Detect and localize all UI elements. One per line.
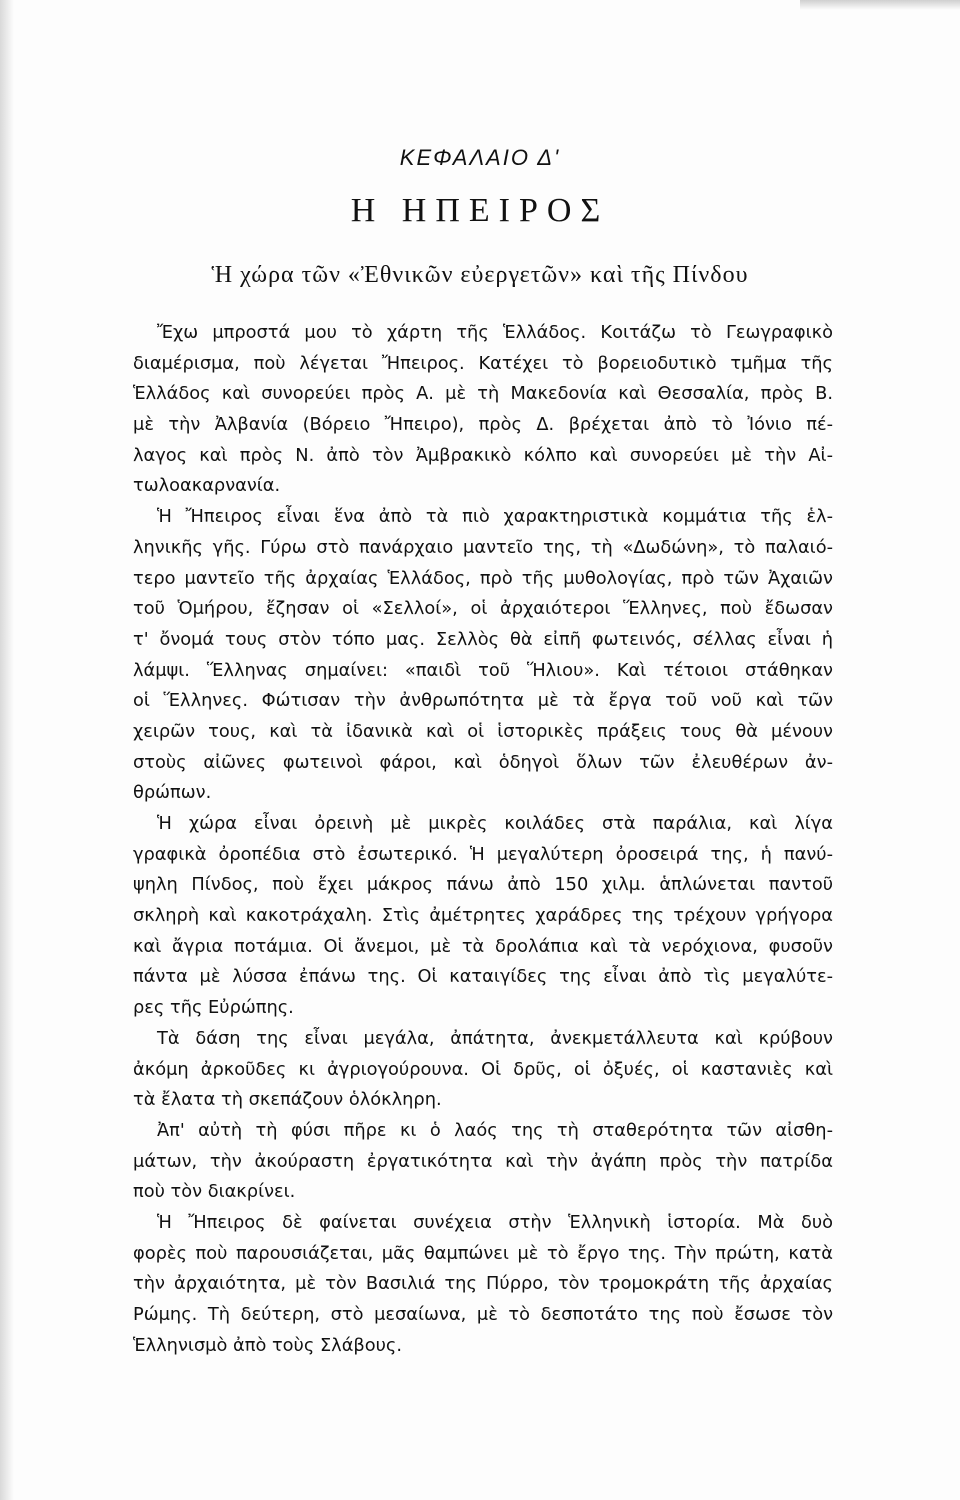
text-line: ληνικῆς γῆς. Γύρω στὸ πανάρχαιο μαντεῖο της, τὴ «Δωδώνη», τὸ παλαιό- xyxy=(133,536,833,558)
text-line: καὶ ἄγρια ποτάμια. Οἱ ἄνεμοι, μὲ τὰ δρολάπια καὶ τὰ νερόχιονα, φυσοῦν xyxy=(133,935,833,957)
text-line: ρες τῆς Εὐρώπης. xyxy=(133,997,294,1019)
text-line: Ἡ Ἤπειρος εἶναι ἕνα ἀπὸ τὰ πιὸ χαρακτηριστικὰ κομμάτια τῆς ἑλ- xyxy=(157,506,833,528)
text-line: ἀκόμη ἀρκοῦδες κι ἀγριογούρουνα. Οἱ δρῦς, οἱ ὀξυές, οἱ καστανιὲς καὶ xyxy=(133,1058,833,1080)
page-corner-shadow xyxy=(800,0,960,10)
text-line: τερο μαντεῖο τῆς ἀρχαίας Ἑλλάδος, πρὸ τῆς μυθολογίας, πρὸ τῶν Ἀχαιῶν xyxy=(133,567,833,589)
text-line: τωλοακαρνανία. xyxy=(133,475,281,497)
text-line: Ἡ Ἤπειρος δὲ φαίνεται συνέχεια στὴν Ἑλληνικὴ ἱστορία. Μὰ δυὸ xyxy=(157,1211,833,1233)
text-line: στοὺς αἰῶνες φωτεινοὶ φάροι, καὶ ὁδηγοὶ ὅλων τῶν ἐλευθέρων ἀν- xyxy=(133,751,833,773)
text-line: λάμψι. Ἕλληνας σημαίνει: «παιδὶ τοῦ Ἥλιου». Καὶ τέτοιοι στάθηκαν xyxy=(133,659,833,681)
text-line: ψηλη Πίνδος, ποὺ ἔχει μάκρος πάνω ἀπὸ 150 χιλμ. ἁπλώνεται παντοῦ xyxy=(133,874,833,896)
text-line: Τὰ δάση της εἶναι μεγάλα, ἀπάτητα, ἀνεκμετάλλευτα καὶ κρύβουν xyxy=(157,1027,833,1049)
text-line: οἱ Ἕλληνες. Φώτισαν τὴν ἀνθρωπότητα μὲ τὰ ἔργα τοῦ νοῦ καὶ τῶν xyxy=(133,690,833,712)
text-line: μάτων, τὴν ἀκούραστη ἐργατικότητα καὶ τὴν ἀγάπη πρὸς τὴν πατρίδα xyxy=(133,1150,833,1172)
text-line: τοῦ Ὁμήρου, ἔζησαν οἱ «Σελλοί», οἱ ἀρχαιότεροι Ἕλληνες, ποὺ ἔδωσαν xyxy=(133,598,833,620)
chapter-subtitle: Ἡ χώρα τῶν «Ἐθνικῶν εὐεργετῶν» καὶ τῆς Πίνδου xyxy=(211,262,749,288)
text-line: θρώπων. xyxy=(133,782,212,804)
text-line: μὲ τὴν Ἀλβανία (Βόρειο Ἤπειρο), πρὸς Δ. βρέχεται ἀπὸ τὸ Ἰόνιο πέ- xyxy=(133,414,833,436)
text-line: πάντα μὲ λύσσα ἐπάνω της. Οἱ καταιγίδες της εἶναι ἀπὸ τὶς μεγαλύτε- xyxy=(133,966,833,988)
text-line: Ἡ χώρα εἶναι ὀρεινὴ μὲ μικρὲς κοιλάδες στὰ παράλια, καὶ λίγα xyxy=(157,813,833,834)
text-line: Ἀπ' αὐτὴ τὴ φύσι πῆρε κι ὁ λαός της τὴ σταθερότητα τῶν αἰσθη- xyxy=(157,1119,833,1141)
text-line: τὰ ἔλατα τὴ σκεπάζουν ὁλόκληρη. xyxy=(133,1089,442,1111)
text-line: τὴν ἀρχαιότητα, μὲ τὸν Βασιλιά της Πύρρο, τὸν τρομοκράτη τῆς ἀρχαίας xyxy=(133,1273,833,1295)
chapter-label: ΚΕΦΑΛΑΙΟ Δ' xyxy=(399,145,561,170)
text-line: Ἑλλάδος καὶ συνορεύει πρὸς Α. μὲ τὴ Μακεδονία καὶ Θεσσαλία, πρὸς Β. xyxy=(133,383,833,405)
text-line: τ' ὄνομά τους στὸν τόπο μας. Σελλὸς θὰ εἰπῆ φωτεινός, σέλλας εἶναι ἡ xyxy=(133,628,833,650)
text-line: φορὲς ποὺ παρουσιάζεται, μᾶς θαμπώνει μὲ τὸ ἔργο της. Τὴν πρώτη, κατὰ xyxy=(133,1242,833,1264)
text-line: γραφικὰ ὀροπέδια στὸ ἐσωτερικό. Ἡ μεγαλύτερη ὀροσειρά της, ἡ πανύ- xyxy=(133,843,833,865)
text-line: Ρώμης. Τὴ δεύτερη, στὸ μεσαίωνα, μὲ τὸ δεσποτάτο της ποὺ ἔσωσε τὸν xyxy=(133,1304,833,1325)
text-line: ποὺ τὸν διακρίνει. xyxy=(133,1181,296,1203)
text-line: Ἔχω μπροστά μου τὸ χάρτη τῆς Ἑλλάδος. Κοιτάζω τὸ Γεωγραφικὸ xyxy=(157,322,833,343)
text-line: σκληρὴ καὶ κακοτράχαλη. Στὶς ἀμέτρητες χαράδρες της τρέχουν γρήγορα xyxy=(133,905,833,927)
body-text xyxy=(133,318,833,1361)
text-line: Ἑλληνισμὸ ἀπὸ τοὺς Σλάβους. xyxy=(133,1334,403,1356)
chapter-title: Η ΗΠΕΙΡΟΣ xyxy=(350,192,610,229)
text-line: διαμέρισμα, ποὺ λέγεται Ἤπειρος. Κατέχει τὸ βορειοδυτικὸ τμῆμα τῆς xyxy=(133,352,833,374)
text-line: λαγος καὶ πρὸς Ν. ἀπὸ τὸν Ἀμβρακικὸ κόλπο καὶ συνορεύει μὲ τὴν Αἰ- xyxy=(133,444,833,466)
text-line: χειρῶν τους, καὶ τὰ ἰδανικὰ καὶ οἱ ἱστορικὲς πράξεις τους θὰ μένουν xyxy=(133,720,833,742)
